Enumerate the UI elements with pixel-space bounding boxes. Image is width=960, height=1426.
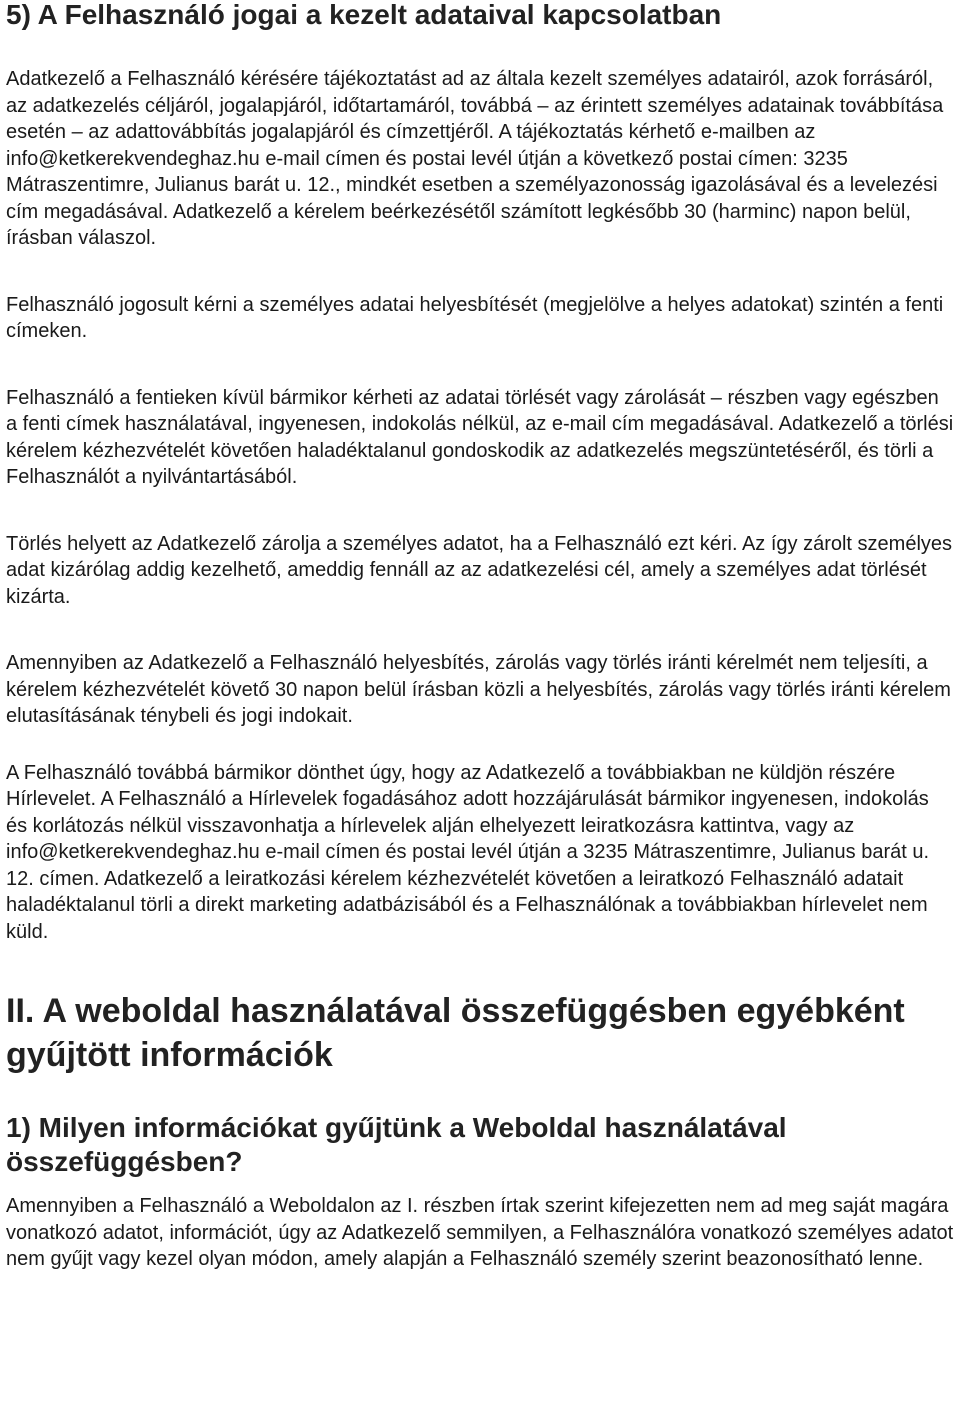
spacer [6, 491, 954, 531]
paragraph-newsletter: A Felhasználó továbbá bármikor dönthet úgy, hogy az Adatkezelő a továbbiakban ne küldjön részére Hírlevelet. A Felhasználó a Hírlevelek fogadásához adott hozzájárulását bármikor ingyenesen, indokolás és korlátozás nélkül visszavonhatja a hírlevelek alján elhelyezett leiratkozásra kattintva, vagy az info@ketkerekvendeghaz.hu e-mail címen és postai levél útján a 3235 Mátraszentimre, Julianus barát u. 12. címen. Adatkezelő a leiratkozási kérelem kézhezvételét követően a leiratkozó Felhasználó adatait haladéktalanul törli a direkt marketing adatbázisából és a Felhasználónak a továbbiakban hírlevelet nem küld. [6, 761, 930, 943]
paragraph-blocking: Törlés helyett az Adatkezelő zárolja a személyes adatot, ha a Felhasználó ezt kéri. Az így zárolt személyes adat kizárólag addig kezelhető, ameddig fennáll az az adatkezelési cél, amely a személyes adat törlését kizárta. [6, 532, 953, 608]
spacer [6, 1077, 954, 1111]
spacer [6, 610, 954, 650]
subsection-heading: 1) Milyen információkat gyűjtünk a Weboldal használatával összefüggésben? [6, 1112, 787, 1177]
paragraph-no-data-collection: Amennyiben a Felhasználó a Weboldalon az I. részben írtak szerint kifejezetten nem ad meg saját magára vonatkozó adatot, információt, úgy az Adatkezelő semmilyen, a Felhasználóra vonatkozó személyes adatot nem gyűjt vagy kezel olyan módon, amely alapján a Felhasználó személy szerint beazonosítható lenne. [6, 1195, 954, 1270]
paragraph-information-request: Adatkezelő a Felhasználó kérésére tájékoztatást ad az általa kezelt személyes adatairól, azok forrásáról, az adatkezelés céljáról, jogalapjáról, időtartamáról, továbbá – az érintett személyes adatainak továbbítása esetén – az adattovábbítás jogalapjáról és címzettjéről. A tájékoztatás kérhető e-mailben az info@ketkerekvendeghaz.hu e-mail címen és postai levél útján a következő postai címen: 3235 Mátraszentimre, Julianus barát u. 12., mindkét esetben a személyazonosság igazolásával és a levelezési cím megadásával. Adatkezelő a kérelem beérkezésétől számított legkésőbb 30 (harminc) napon belül, írásban válaszol. [6, 68, 944, 249]
paragraph-deletion: Felhasználó a fentieken kívül bármikor kérheti az adatai törlését vagy zárolását – részben vagy egészben a fenti címek használatával, ingyenesen, indokolás nélkül, az e-mail cím megadásával. Adatkezelő a törlési kérelem kézhezvételét követően haladéktalanul gondoskodik az adatkezelés megszüntetéséről, és törli a Felhasználót a nyilvántartásából. [6, 386, 954, 488]
paragraph-rectification: Felhasználó jogosult kérni a személyes adatai helyesbítését (megjelölve a helyes adatokat) szintén a fenti címeken. [6, 293, 944, 342]
spacer [6, 945, 954, 989]
paragraph-rejection: Amennyiben az Adatkezelő a Felhasználó helyesbítés, zárolás vagy törlés iránti kérelmét nem teljesíti, a kérelem kézhezvételét követő 30 napon belül írásban közli a helyesbítés, zárolás vagy törlés iránti kérelem elutasításának ténybeli és jogi indokait. [6, 652, 951, 727]
spacer [6, 1179, 954, 1193]
chapter-heading: II. A weboldal használatával összefüggésben egyébként gyűjtött információk [6, 992, 905, 1074]
spacer [6, 30, 954, 66]
section-heading: 5) A Felhasználó jogai a kezelt adataival kapcsolatban [6, 0, 722, 30]
spacer [6, 345, 954, 385]
spacer [6, 252, 954, 292]
spacer [6, 730, 954, 760]
